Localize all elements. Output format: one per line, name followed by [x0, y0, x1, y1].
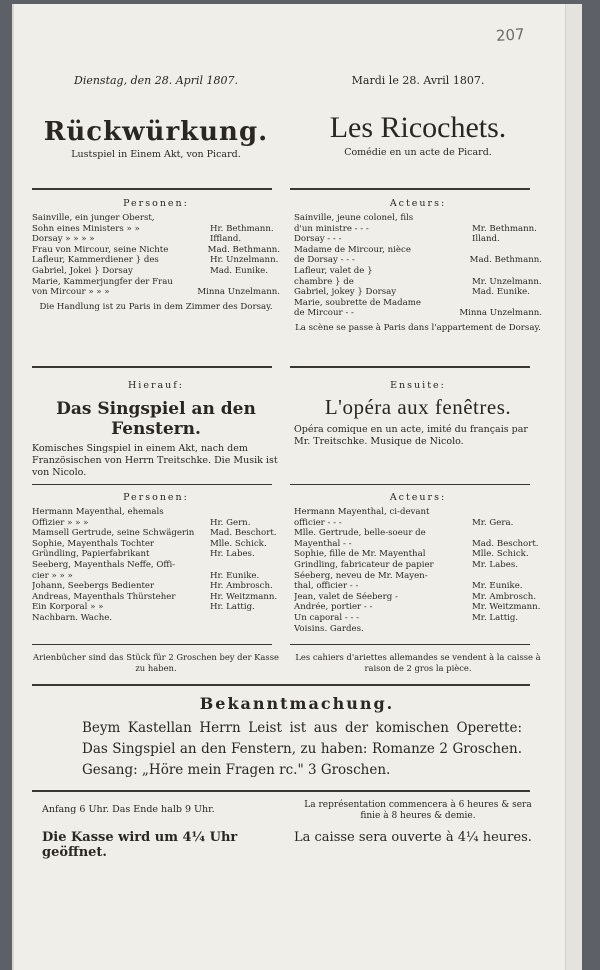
cast-actor: Mr. Unzelmann. [472, 276, 542, 287]
cast-actor: Hr. Ambrosch. [210, 581, 273, 592]
cast-actor: Mr. Labes. [472, 559, 518, 570]
german-cast-list [32, 213, 280, 298]
cast-actor: Mr. Ambrosch. [472, 591, 537, 602]
cast-actor: Mr. Eunike. [472, 581, 523, 592]
cast-row [32, 539, 280, 550]
cast-row [294, 507, 542, 518]
cast-actor [210, 613, 280, 624]
german-arien-note: Arienbücher sind das Stück für 2 Groschen bey der Kasse zu haben. [33, 652, 279, 673]
cast-row [294, 287, 542, 298]
cast-row [32, 518, 280, 529]
german-desc2: Komisches Singspiel in einem Akt, nach dem Französischen von Herrn Treitschke. Die Musik ist von Nicolo. [32, 443, 278, 478]
cast-role: Voisins. Gardes. [294, 623, 364, 634]
german-rule-2 [32, 366, 272, 368]
cast-row [294, 308, 542, 319]
paper-edge [565, 4, 582, 970]
cast-actor: Mad. Bethmann. [207, 244, 280, 255]
french-cahiers-note: Les cahiers d'ariettes allemandes se vendent à la caisse à raison de 2 gros la pièce. [295, 652, 541, 673]
cast-actor [472, 624, 542, 635]
cast-actor: Mad. Beschort. [472, 538, 539, 549]
cast-role: Hermann Mayenthal, ci-devant [294, 507, 430, 517]
french-cast-heading: Acteurs: [389, 198, 447, 209]
cast-actor: Mr. Bethmann. [472, 223, 537, 234]
cast-role: Madame de Mircour, nièce [294, 244, 411, 255]
german-rule-4 [32, 644, 272, 645]
cast-row [32, 592, 280, 603]
cast-role: thal, officier - - [294, 581, 359, 592]
cast-role: Sophie, fille de Mr. Mayenthal [294, 549, 426, 560]
cast-row [294, 624, 542, 635]
german-column [32, 74, 280, 160]
cast-actor: Mad. Bethmann. [469, 255, 542, 266]
french-rule-2 [290, 366, 530, 368]
french-cast2-heading: Acteurs: [389, 492, 447, 503]
cast-role: Ein Korporal » » [32, 602, 104, 613]
german-second-play [32, 380, 280, 479]
cast-row [294, 602, 542, 613]
cast-role: Un caporal - - - [294, 612, 360, 623]
cast-actor: Minna Unzelmann. [197, 287, 280, 298]
cast-row [294, 592, 542, 603]
cast-row [294, 581, 542, 592]
cast-row [32, 528, 280, 539]
cast-role: officier - - - [294, 517, 342, 528]
cast-row [32, 613, 280, 624]
french-cast2-block [294, 492, 542, 634]
cast-role: Marie, Kammerjungfer der Frau [32, 276, 173, 287]
cast-actor [472, 571, 542, 582]
cast-role: Jean, valet de Séeberg - [294, 591, 398, 602]
cast-row [32, 581, 280, 592]
cast-role: Sainville, ein junger Oberst, [32, 213, 155, 223]
cast-row [32, 255, 280, 266]
cast-actor: Mr. Lattig. [472, 612, 519, 623]
cast-role: Johann, Seebergs Bedienter [32, 581, 155, 592]
german-subtitle: Lustspiel in Einem Akt, von Picard. [71, 149, 241, 160]
announcement-title: Bekanntmachung. [199, 694, 395, 713]
cast-actor: Hr. Eunike. [210, 570, 260, 581]
french-rule-1 [290, 188, 530, 190]
french-second-play [294, 380, 542, 448]
archive-number: 207 [495, 25, 526, 45]
german-cast2-list [32, 507, 280, 624]
cast-actor: Mr. Weitzmann. [472, 602, 541, 613]
cast-actor: Illand. [472, 234, 500, 245]
cast-row [294, 234, 542, 245]
german-time: Anfang 6 Uhr. Das Ende halb 9 Uhr. [42, 804, 215, 815]
german-title: Rückwürkung. [43, 117, 269, 147]
cast-actor [472, 213, 542, 224]
cast-row [32, 549, 280, 560]
cast-row [294, 549, 542, 560]
french-column [294, 74, 542, 158]
german-hierauf: Hierauf: [128, 380, 184, 391]
cast-row [294, 213, 542, 224]
german-kasse: Die Kasse wird um 4¼ Uhr geöffnet. [42, 830, 238, 860]
cast-role: Offizier » » » [32, 517, 89, 528]
cast-actor: Hr. Weitzmann. [210, 591, 278, 602]
cast-row [294, 613, 542, 624]
announcement-text: Beym Kastellan Herrn Leist ist aus der komischen Operette: Das Singspiel an den Fenstern, zu haben: Romanze 2 Groschen. Gesang: „Höre mein Fragen rc." 3 Groschen. [82, 720, 522, 778]
french-caisse: La caisse sera ouverte à 4¼ heures. [294, 830, 532, 845]
cast-actor [472, 245, 542, 256]
french-time: La représentation commencera à 6 heures & sera finie à 8 heures & demie. [304, 800, 532, 821]
german-cast2-heading: Personen: [123, 492, 189, 503]
french-subtitle: Comédie en un acte de Picard. [344, 147, 492, 158]
cast-role: von Mircour » » » [32, 287, 110, 298]
cast-role: Nachbarn. Wache. [32, 612, 113, 623]
cast-actor [472, 507, 542, 518]
french-desc2: Opéra comique en un acte, imité du français par Mr. Treitschke. Musique de Nicolo. [294, 424, 528, 447]
cast-row [294, 518, 542, 529]
cast-actor: Mlle. Schick. [210, 538, 267, 549]
cast-role: Lafleur, Kammerdiener } des [32, 255, 159, 266]
cast-actor: Hr. Lattig. [210, 602, 255, 613]
cast-row [32, 266, 280, 277]
cast-actor [210, 507, 280, 518]
cast-actor: Hr. Bethmann. [210, 223, 274, 234]
cast-role: Seeberg, Mayenthals Neffe, Offi- [32, 559, 176, 570]
cast-role: Mayenthal - - [294, 538, 352, 549]
cast-row [32, 602, 280, 613]
cast-actor: Mr. Gera. [472, 517, 514, 528]
cast-actor: Mad. Eunike. [472, 287, 531, 298]
cast-actor: Mlle. Schick. [472, 549, 529, 560]
cast-role: d'un ministre - - - [294, 223, 369, 234]
cast-role: Mamsell Gertrude, seine Schwägerin [32, 528, 195, 539]
cast-role: de Dorsay - - - [294, 255, 355, 266]
german-title2: Das Singspiel an den Fenstern. [56, 399, 256, 439]
cast-actor: Minna Unzelmann. [459, 308, 542, 319]
german-date: Dienstag, den 28. April 1807. [74, 74, 238, 87]
cast-actor [210, 277, 280, 288]
cast-actor [472, 298, 542, 309]
cast-role: Séeberg, neveu de Mr. Mayen- [294, 570, 428, 581]
cast-actor: Hr. Unzelmann. [210, 255, 279, 266]
cast-row [32, 287, 280, 298]
cast-role: Mlle. Gertrude, belle-soeur de [294, 528, 426, 539]
cast-actor: Mad. Eunike. [210, 265, 269, 276]
french-ensuite: Ensuite: [390, 380, 446, 391]
cast-role: Sainville, jeune colonel, fils [294, 213, 414, 223]
cast-actor: Hr. Gern. [210, 517, 251, 528]
cast-row [294, 245, 542, 256]
german-rule-3 [32, 484, 272, 485]
cast-actor: Iffland. [210, 234, 242, 245]
french-rule-4 [290, 644, 530, 645]
cast-row [32, 224, 280, 235]
cast-role: Hermann Mayenthal, ehemals [32, 507, 164, 517]
french-cast-list [294, 213, 542, 319]
cast-role: de Mircour - - [294, 308, 354, 319]
german-cast2-block [32, 492, 280, 624]
cast-actor: Mad. Beschort. [210, 528, 277, 539]
french-date: Mardi le 28. Avril 1807. [351, 74, 485, 87]
cast-row [294, 571, 542, 582]
cast-row [32, 507, 280, 518]
cast-actor [472, 528, 542, 539]
french-rule-3 [290, 484, 530, 485]
german-cast-heading: Personen: [123, 198, 189, 209]
cast-row [294, 298, 542, 309]
french-title: Les Ricochets. [329, 111, 507, 144]
cast-role: Gabriel, jokey } Dorsay [294, 287, 397, 298]
cast-role: Andreas, Mayenthals Thürsteher [32, 591, 176, 602]
cast-role: Gabriel, Jokei } Dorsay [32, 265, 133, 276]
cast-row [32, 213, 280, 224]
cast-role: Marie, soubrette de Madame [294, 297, 421, 308]
cast-row [32, 234, 280, 245]
french-title2: L'opéra aux fenêtres. [324, 395, 512, 419]
german-rule-1 [32, 188, 272, 190]
french-cast-block [294, 198, 542, 334]
cast-row [32, 277, 280, 288]
cast-role: Andrée, portier - - [294, 602, 373, 613]
french-cast2-list [294, 507, 542, 634]
cast-role: Sophie, Mayenthals Tochter [32, 538, 155, 549]
german-cast-block [32, 198, 280, 313]
cast-role: Dorsay » » » » [32, 234, 95, 245]
cast-actor [472, 266, 542, 277]
cast-role: cier » » » [32, 570, 73, 581]
cast-row [32, 245, 280, 256]
cast-row [294, 266, 542, 277]
cast-row [294, 528, 542, 539]
french-scene-note: La scène se passe à Paris dans l'appartement de Dorsay. [295, 322, 541, 333]
cast-row [32, 571, 280, 582]
announcement-rule-top [32, 684, 530, 686]
cast-row [294, 255, 542, 266]
playbill-sheet [12, 4, 582, 970]
cast-role: Gründling, Papierfabrikant [32, 549, 150, 560]
cast-actor [210, 213, 280, 224]
announcement-rule-bottom [32, 790, 530, 792]
cast-row [294, 539, 542, 550]
cast-row [294, 277, 542, 288]
cast-row [32, 560, 280, 571]
cast-row [294, 560, 542, 571]
cast-role: Sohn eines Ministers » » [32, 223, 140, 234]
cast-role: Grindling, fabricateur de papier [294, 559, 434, 570]
german-scene-note: Die Handlung ist zu Paris in dem Zimmer des Dorsay. [39, 301, 273, 312]
cast-role: Frau von Mircour, seine Nichte [32, 244, 169, 255]
cast-actor [210, 560, 280, 571]
cast-actor: Hr. Labes. [210, 549, 255, 560]
cast-role: Lafleur, valet de } [294, 265, 373, 276]
cast-row [294, 224, 542, 235]
cast-role: Dorsay - - - [294, 234, 342, 245]
cast-role: chambre } de [294, 276, 354, 287]
